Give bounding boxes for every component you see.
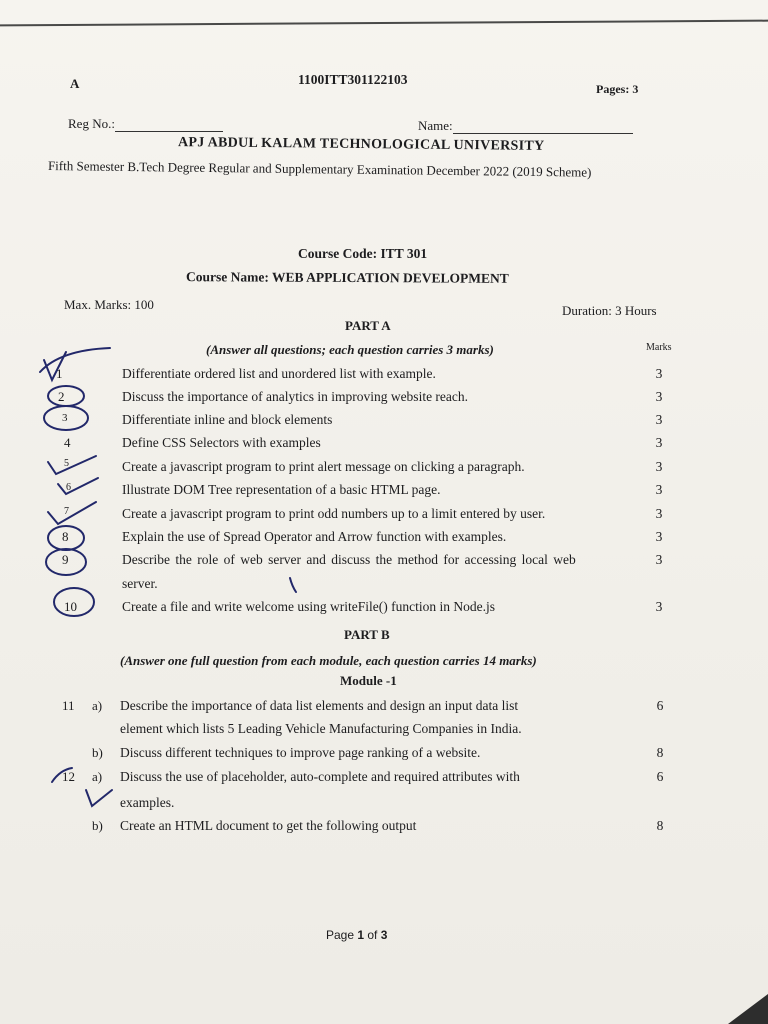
part-b-instruction: (Answer one full question from each module, each question carries 14 marks) bbox=[120, 653, 537, 668]
question-12b-text: Create an HTML document to get the following output bbox=[120, 818, 417, 833]
question-10-text: Create a file and write welcome using writeFile() function in Node.js bbox=[122, 599, 496, 614]
question-11a-marks: 6 bbox=[656, 698, 664, 713]
q12-sub-a: a) bbox=[92, 769, 103, 784]
qnum-2: 2 bbox=[58, 389, 65, 404]
question-1-marks: 3 bbox=[655, 366, 663, 381]
tick-mark-5 bbox=[48, 456, 96, 474]
university-name: APJ ABDUL KALAM TECHNOLOGICAL UNIVERSITY bbox=[177, 135, 545, 154]
question-5-marks: 3 bbox=[655, 459, 663, 474]
question-2-text: Discuss the importance of analytics in improving website reach. bbox=[122, 389, 469, 404]
part-b-title: PART B bbox=[344, 627, 390, 642]
page-count: Pages: 3 bbox=[596, 82, 639, 96]
question-6-text: Illustrate DOM Tree representation of a basic HTML page. bbox=[122, 482, 441, 497]
question-12b-marks: 8 bbox=[656, 818, 664, 833]
part-a-title: PART A bbox=[345, 318, 391, 333]
q11-sub-b: b) bbox=[92, 745, 103, 760]
question-11a-text-cont: element which lists 5 Leading Vehicle Manufacturing Companies in India. bbox=[120, 721, 522, 736]
qnum-8: 8 bbox=[62, 529, 69, 544]
reg-no-label: Reg No.: bbox=[68, 116, 115, 131]
qnum-9: 9 bbox=[62, 552, 69, 567]
q12-sub-b: b) bbox=[92, 818, 103, 833]
footer-page-prefix: Page bbox=[326, 928, 358, 942]
qnum-11: 11 bbox=[62, 698, 75, 713]
question-3-text: Differentiate inline and block elements bbox=[122, 412, 333, 427]
footer-page-total: 3 bbox=[380, 928, 388, 942]
circle-mark-2 bbox=[48, 386, 84, 406]
qnum-4: 4 bbox=[64, 435, 71, 450]
question-7-marks: 3 bbox=[655, 506, 663, 521]
paper-code: 1100ITT301122103 bbox=[298, 72, 408, 87]
circle-mark-8 bbox=[48, 526, 84, 550]
qnum-1: 1 bbox=[56, 366, 63, 381]
question-4-marks: 3 bbox=[655, 435, 663, 450]
circle-mark-10 bbox=[54, 588, 94, 616]
question-12a-text-cont: examples. bbox=[120, 795, 175, 810]
duration: Duration: 3 Hours bbox=[562, 303, 657, 318]
question-11a-text: Describe the importance of data list elements and design an input data list bbox=[120, 698, 519, 713]
footer-page-mid: of bbox=[364, 928, 381, 942]
qnum-5: 5 bbox=[64, 458, 69, 469]
qnum-6: 6 bbox=[66, 482, 71, 493]
question-11b-marks: 8 bbox=[656, 745, 664, 760]
tick-mark-12 bbox=[86, 790, 112, 806]
question-12a-text: Discuss the use of placeholder, auto-complete and required attributes with bbox=[120, 769, 520, 784]
tick-mark-1 bbox=[40, 348, 110, 372]
name-label: Name: bbox=[418, 118, 453, 133]
qnum-3: 3 bbox=[62, 412, 68, 424]
part-a-instruction: (Answer all questions; each question carries 3 marks) bbox=[206, 342, 494, 357]
question-6-marks: 3 bbox=[655, 482, 663, 497]
pen-stroke bbox=[290, 578, 296, 592]
tick-mark-7 bbox=[48, 502, 96, 524]
question-12a-marks: 6 bbox=[656, 769, 664, 784]
question-1-text: Differentiate ordered list and unordered list with example. bbox=[122, 366, 436, 381]
question-4-text: Define CSS Selectors with examples bbox=[122, 435, 321, 450]
course-code: Course Code: ITT 301 bbox=[298, 246, 428, 261]
max-marks: Max. Marks: 100 bbox=[64, 297, 154, 312]
question-11b-text: Discuss different techniques to improve page ranking of a website. bbox=[120, 745, 481, 760]
footer-page-num: 1 bbox=[357, 928, 365, 942]
question-9-text-cont: server. bbox=[122, 576, 158, 591]
series-letter: A bbox=[70, 76, 80, 91]
circle-mark-9 bbox=[46, 549, 86, 575]
qnum-7: 7 bbox=[64, 506, 69, 517]
tick-mark-6 bbox=[58, 478, 98, 494]
pen-marks bbox=[40, 348, 296, 806]
question-9-text: Describe the role of web server and discuss the method for accessing local web bbox=[122, 552, 576, 567]
qnum-10: 10 bbox=[64, 599, 77, 614]
question-3-marks: 3 bbox=[655, 412, 663, 427]
course-name: Course Name: WEB APPLICATION DEVELOPMENT bbox=[185, 269, 509, 286]
question-8-text: Explain the use of Spread Operator and Arrow function with examples. bbox=[122, 529, 507, 544]
q11-sub-a: a) bbox=[92, 698, 103, 713]
question-2-marks: 3 bbox=[655, 389, 663, 404]
marks-column-label: Marks bbox=[646, 342, 672, 353]
module-title: Module -1 bbox=[340, 673, 397, 688]
question-10-marks: 3 bbox=[655, 599, 663, 614]
exam-title: Fifth Semester B.Tech Degree Regular and Supplementary Examination December 2022 (2019 Scheme) bbox=[47, 158, 592, 180]
pen-mark-12 bbox=[52, 768, 72, 782]
question-9-marks: 3 bbox=[655, 552, 663, 567]
circle-mark-3 bbox=[44, 406, 88, 430]
question-7-text: Create a javascript program to print odd numbers up to a limit entered by user. bbox=[122, 506, 546, 521]
question-5-text: Create a javascript program to print alert message on clicking a paragraph. bbox=[122, 459, 525, 474]
question-8-marks: 3 bbox=[655, 529, 663, 544]
qnum-12: 12 bbox=[62, 769, 75, 784]
